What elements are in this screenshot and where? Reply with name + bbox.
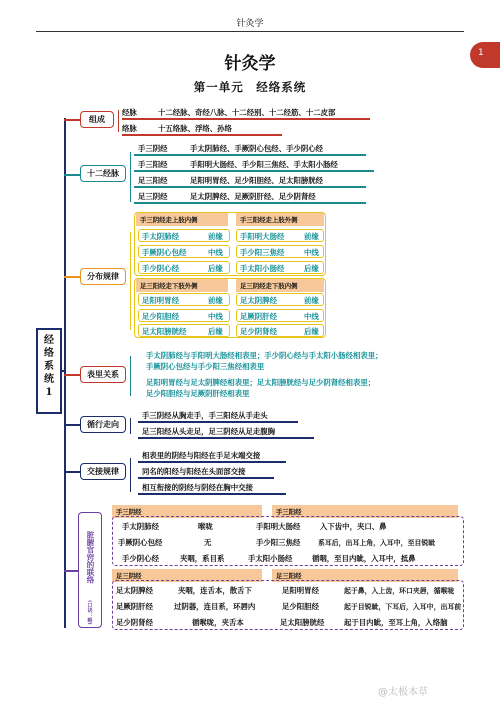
shier-val-4: 足太阴脾经、足厥阴肝经、足少阴肾经 — [190, 192, 316, 201]
shier-key-2: 手三阳经 — [138, 160, 168, 169]
page-header: 针灸学 — [236, 19, 264, 29]
biaoli-line-1: 手太阴肺经与手阳明大肠经相表里；手少阴心经与手太阳小肠经相表里； — [146, 351, 383, 360]
lower-header-1: 足三阳经走下肢外侧 — [136, 279, 228, 292]
biaoli-line-2: 手厥阴心包经与手少阳三焦经相表里 — [146, 362, 265, 371]
lower-mer-1b: 足太阴脾经 — [240, 296, 277, 305]
trunk-line — [64, 118, 66, 628]
node-qiguan-lianluo — [78, 512, 102, 628]
foot-org-1a: 夹咽，连舌本，散舌下 — [178, 586, 252, 595]
lower-mer-1a: 足阳明胃经 — [142, 296, 179, 305]
xunxing-line-2: 足三阳经从头走足，足三阴经从足走腹胸 — [142, 427, 276, 436]
lower-pos-3b: 后缘 — [304, 327, 319, 336]
node-fenbu-guilv: 分布规律 — [80, 268, 126, 285]
hand-org-3b: 循咽，至目内眦，入耳中，抵鼻 — [312, 554, 416, 563]
foot-org-1b: 起于鼻，入上齿，环口夹唇，循喉咙 — [344, 587, 455, 595]
jiaojie-line-2: 同名的阳经与阳经在头面部交接 — [142, 467, 246, 476]
shier-key-3: 足三阳经 — [138, 176, 168, 185]
foot-org-2a: 过阴器，连目系，环唇内 — [174, 602, 256, 611]
hand-org-1a: 喉咙 — [198, 522, 213, 531]
hand-mer-2b: 手少阳三焦经 — [256, 538, 301, 547]
upper-mer-3a: 手少阴心经 — [142, 264, 179, 273]
hand-mer-3a: 手少阴心经 — [122, 554, 159, 563]
foot-org-3a: 循喉咙，夹舌本 — [192, 618, 244, 627]
header-divider — [36, 31, 464, 32]
foot-mer-3a: 足少阴肾经 — [116, 618, 153, 627]
zucheng-val-1: 十二经脉、奇经八脉、十二经别、十二经筋、十二皮部 — [158, 108, 336, 117]
shier-val-1: 手太阴肺经、手厥阴心包经、手少阴心经 — [190, 144, 324, 153]
upper-mer-1b: 手阳明大肠经 — [240, 232, 285, 241]
node-zucheng: 组成 — [80, 111, 114, 128]
hand-org-2a: 无 — [204, 538, 212, 547]
lower-pos-1a: 前缘 — [208, 296, 223, 305]
biaoli-line-3: 足阳明胃经与足太阴脾经相表里；足太阳膀胱经与足少阴肾经相表里； — [146, 378, 376, 387]
node-jiaojie-guilv: 交接规律 — [80, 463, 126, 480]
qiguan-label-sub: (口诀：略) — [86, 599, 93, 625]
foot-org-3b: 起于目内眦，至耳上角，入络脑 — [344, 618, 448, 627]
upper-pos-1a: 前缘 — [208, 232, 223, 241]
lower-mer-3a: 足太阳膀胱经 — [142, 327, 187, 336]
hand-mer-1b: 手阳明大肠经 — [256, 522, 301, 531]
lower-pos-2b: 中线 — [304, 312, 319, 321]
qiguan-foot-h1: 足三阴经 — [112, 569, 262, 582]
hand-mer-3b: 手太阳小肠经 — [248, 554, 293, 563]
shier-key-4: 足三阴经 — [138, 192, 168, 201]
zucheng-key-2: 络脉 — [122, 124, 137, 133]
biaoli-line-4: 足少阳胆经与足厥阴肝经相表里 — [146, 389, 250, 398]
hand-org-3a: 夹咽，系目系 — [180, 554, 225, 563]
hand-mer-1a: 手太阴肺经 — [122, 522, 159, 531]
hand-org-1b: 入下齿中，夹口、鼻 — [320, 522, 387, 531]
foot-mer-1a: 足太阴脾经 — [116, 586, 153, 595]
node-shier-jingmai: 十二经脉 — [80, 165, 126, 182]
qiguan-hand-h2: 手三阳经 — [272, 505, 458, 518]
upper-mer-2a: 手厥阴心包经 — [142, 248, 187, 257]
root-node-box: 经 络 系 统 1 — [36, 328, 62, 414]
upper-mer-2b: 手少阳三焦经 — [240, 248, 285, 257]
node-xunxing-zouxiang: 循行走向 — [80, 416, 126, 433]
page-number-tab: 1 — [470, 42, 500, 68]
jiaojie-line-3: 相互衔接的阴经与阴经在胸中交接 — [142, 483, 253, 492]
upper-pos-2b: 中线 — [304, 248, 319, 257]
qiguan-foot-h2: 足三阳经 — [272, 569, 458, 582]
shier-key-1: 手三阴经 — [138, 144, 168, 153]
watermark: @太极本草 — [378, 687, 428, 698]
upper-pos-1b: 前缘 — [304, 232, 319, 241]
lower-mer-3b: 足少阴肾经 — [240, 327, 277, 336]
foot-mer-3b: 足太阳膀胱经 — [280, 618, 325, 627]
upper-header-1: 手三阴经走上肢内侧 — [136, 213, 228, 226]
lower-pos-1b: 前缘 — [304, 296, 319, 305]
lower-mer-2a: 足少阳胆经 — [142, 312, 179, 321]
lower-mer-2b: 足厥阴肝经 — [240, 312, 277, 321]
hand-org-2b: 系耳后，出耳上角，入耳中，至目锐眦 — [318, 539, 436, 547]
lower-pos-2a: 中线 — [208, 312, 223, 321]
foot-mer-1b: 足阳明胃经 — [282, 586, 319, 595]
upper-mer-1a: 手太阴肺经 — [142, 232, 179, 241]
zucheng-val-2: 十五络脉、浮络、孙络 — [158, 124, 232, 133]
xunxing-line-1: 手三阴经从胸走手，手三阳经从手走头 — [142, 411, 268, 420]
upper-pos-3b: 后缘 — [304, 264, 319, 273]
upper-pos-2a: 中线 — [208, 248, 223, 257]
foot-org-2b: 起于目锐眦，下耳后，入耳中，出耳前 — [344, 603, 462, 611]
lower-pos-3a: 后缘 — [208, 327, 223, 336]
upper-pos-3a: 后缘 — [208, 264, 223, 273]
unit-title: 第一单元 经络系统 — [193, 80, 307, 94]
foot-mer-2b: 足少阳胆经 — [282, 602, 319, 611]
qiguan-label: 脏腑官窍的联络 — [86, 530, 95, 584]
lower-header-2: 足三阴经走下肢内侧 — [236, 279, 324, 292]
shier-val-3: 足阳明胃经、足少阳胆经、足太阳膀胱经 — [190, 176, 324, 185]
foot-mer-2a: 足厥阴肝经 — [116, 602, 153, 611]
qiguan-hand-h1: 手三阴经 — [112, 505, 262, 518]
hand-mer-2a: 手厥阴心包经 — [118, 538, 163, 547]
upper-header-2: 手三阳经走上肢外侧 — [236, 213, 324, 226]
jiaojie-line-1: 相表里的阴经与阳经在手足末端交接 — [142, 451, 261, 460]
node-biaoli-guanxi: 表里关系 — [80, 366, 126, 383]
upper-mer-3b: 手太阳小肠经 — [240, 264, 285, 273]
zucheng-key-1: 经脉 — [122, 108, 137, 117]
page-title: 针灸学 — [224, 54, 276, 74]
shier-val-2: 手阳明大肠经、手少阳三焦经、手太阳小肠经 — [190, 160, 338, 169]
